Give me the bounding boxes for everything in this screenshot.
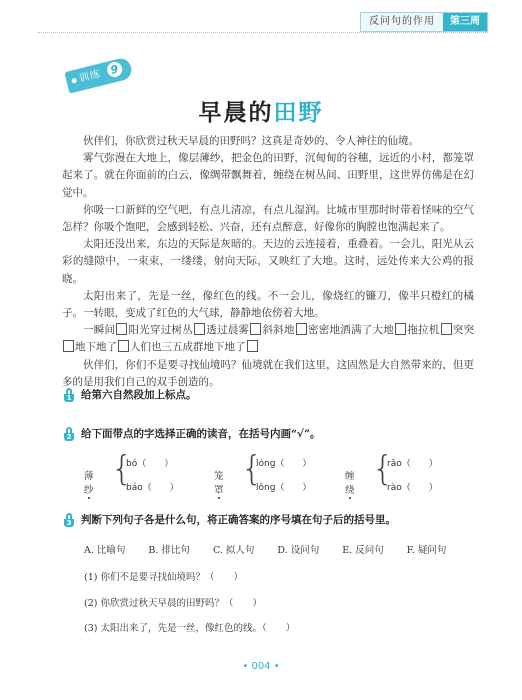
choice-a: A. 比喻句 [84, 545, 126, 556]
pinyin-word: 缠绕 [345, 471, 355, 496]
brace-icon: { [241, 449, 263, 489]
choice-f: F. 疑问句 [406, 545, 447, 556]
p6-segment: 密密地洒满了大地 [307, 324, 394, 337]
sentence-item-1[interactable]: (1) 你们不是要寻找仙境吗？（ ） [84, 572, 243, 583]
plant-cup-icon: 1 [62, 388, 76, 402]
p6-segment: 一瞬间 [83, 324, 116, 337]
punctuation-blank[interactable] [247, 340, 258, 352]
choice-d: D. 设问句 [277, 545, 320, 556]
pinyin-option[interactable]: lóng（ ） [256, 459, 312, 469]
p6-segment: 透过晨雾 [206, 324, 250, 337]
pinyin-word: 笼罩 [214, 471, 224, 496]
punctuation-blank[interactable] [441, 323, 452, 335]
sentence-item-3[interactable]: (3) 太阳出来了，先是一丝，像红色的线。（ ） [84, 623, 296, 634]
punctuation-blank[interactable] [116, 323, 127, 335]
paragraph-2: 雾气弥漫在大地上，像层薄纱，把金色的田野，沉甸甸的谷穗，远近的小村，都笼罩起来了。就在你面前的白云，像绸带飘舞着，缠绕在树丛间、田野里，这世界仿佛是在幻觉中。 [62, 152, 474, 199]
choice-b: B. 排比句 [148, 545, 190, 556]
paragraph-4: 太阳还没出来，东边的天际是灰暗的。天边的云连接着，重叠着。一会儿，阳光从云彩的缝隙中，一束束，一缕缕，射向天际，又映红了大地。这时，远处传来大公鸡的报晓。 [62, 238, 474, 285]
question-3-text: 判断下列句子各是什么句，将正确答案的序号填在句子后的括号里。 [81, 514, 396, 526]
header-topic: 反问句的作用 [361, 13, 443, 31]
header-week: 第三周 [443, 13, 487, 31]
pinyin-option[interactable]: rào（ ） [387, 483, 438, 493]
header-divider [38, 32, 488, 33]
p6-segment: 阳光穿过树丛 [128, 324, 193, 337]
pinyin-option[interactable]: bó（ ） [126, 459, 174, 469]
paragraph-3: 你吸一口新鲜的空气吧，有点儿清凉，有点儿湿润。比城市里那时时带着怪味的空气怎样？你吸个饱吧，会感到轻松、兴奋，还有点醉意，好像你的胸膛也饱满起来了。 [62, 203, 474, 234]
punctuation-blank[interactable] [118, 340, 129, 352]
training-tag-number: 9 [106, 60, 124, 78]
p6-segment: 斜斜地 [262, 324, 295, 337]
punctuation-blank[interactable] [194, 323, 205, 335]
training-tag-label: 训练 [78, 68, 103, 85]
punctuation-blank[interactable] [250, 323, 261, 335]
plant-cup-icon: 2 [62, 427, 76, 441]
p6-segment: 地下地了 [75, 341, 117, 354]
article-title [0, 94, 522, 127]
p6-segment: 人们也三五成群地下地了 [130, 341, 246, 354]
sentence-item-2[interactable]: (2) 你欣赏过秋天早晨的田野吗？（ ） [84, 598, 262, 609]
pinyin-option[interactable]: rǎo（ ） [387, 459, 438, 469]
pinyin-option[interactable]: lǒng（ ） [256, 483, 312, 493]
paragraph-1: 伙伴们，你欣赏过秋天早晨的田野吗？这真是奇妙的、令人神往的仙境。 [83, 135, 419, 147]
choice-c: C. 拟人句 [212, 545, 255, 556]
brace-icon: { [372, 449, 394, 489]
question-3 [62, 512, 396, 527]
paragraph-7: 伙伴们，你们不是要寻找仙境吗？仙境就在我们这里，这固然是大自然带来的，但更多的是用我们自己的双手创造的。 [62, 358, 474, 388]
training-tag [64, 56, 133, 93]
answer-choices [84, 542, 469, 556]
question-2-text: 给下面带点的字选择正确的读音，在括号内画“√”。 [81, 428, 321, 440]
page-number: • 004 • [242, 661, 280, 672]
p6-segment: 拖拉机 [407, 324, 440, 337]
punctuation-blank[interactable] [296, 323, 307, 335]
pinyin-word: 薄纱 [84, 471, 94, 496]
header-tab [360, 12, 488, 32]
title-part2: 田野 [273, 100, 324, 126]
punctuation-blank[interactable] [395, 323, 406, 335]
title-part1: 早晨的 [198, 100, 274, 126]
punctuation-blank[interactable] [63, 340, 74, 352]
pinyin-option[interactable]: báo（ ） [126, 483, 179, 493]
question-1-text: 给第六自然段加上标点。 [81, 389, 197, 401]
brace-icon: { [111, 449, 133, 489]
choice-e: E. 反问句 [342, 545, 384, 556]
question-2 [62, 426, 320, 441]
tag-hole-icon [71, 78, 77, 84]
paragraph-5: 太阳出来了，先是一丝，像红色的线。不一会儿，像烧红的镰刀，像半只橙红的橘子。一转眼，变成了红色的大气球，静静地依傍着大地。 [62, 289, 474, 320]
p6-segment: 突突 [452, 324, 474, 337]
plant-cup-icon: 3 [62, 513, 76, 527]
article-body [62, 133, 474, 391]
question-1 [62, 387, 197, 402]
paragraph-6 [62, 322, 474, 356]
